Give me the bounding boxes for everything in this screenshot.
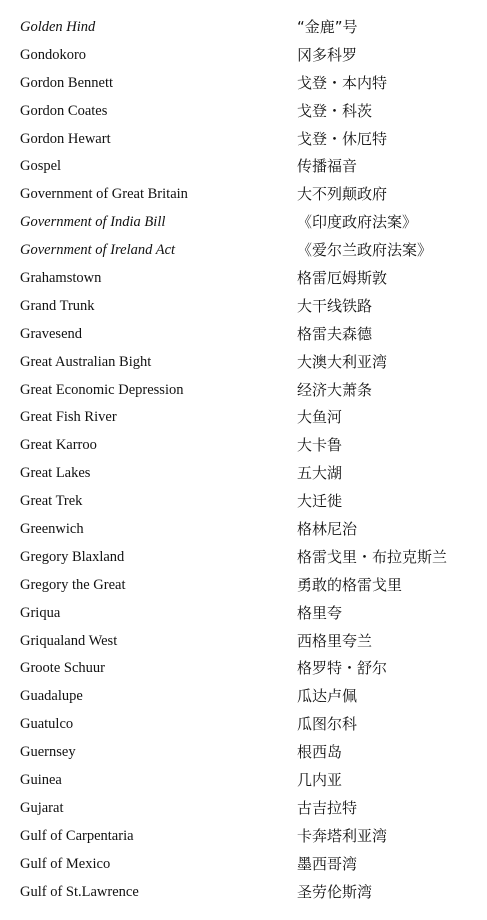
english-term: Gordon Bennett [20, 74, 114, 91]
chinese-term: 《印度政府法案》 [297, 213, 418, 232]
glossary-row [0, 126, 487, 154]
english-term: Gravesend [20, 325, 83, 342]
english-term: Guinea [20, 772, 62, 789]
english-term: Government of Ireland Act [20, 242, 176, 259]
english-term: Gulf of Carpentaria [20, 827, 134, 844]
glossary-row [0, 655, 487, 683]
glossary-row [0, 823, 487, 851]
english-term: Great Karroo [20, 437, 97, 454]
english-term: Gordon Hewart [20, 130, 111, 147]
glossary-row [0, 70, 487, 98]
english-term: Gujarat [20, 799, 64, 816]
glossary-row [0, 42, 487, 70]
chinese-term: 瓜达卢佩 [297, 687, 358, 706]
chinese-term: 《爱尔兰政府法案》 [297, 241, 433, 260]
chinese-term: 大澳大利亚湾 [297, 352, 388, 371]
glossary-row [0, 265, 487, 293]
glossary-row [0, 349, 487, 377]
glossary-row [0, 739, 487, 767]
chinese-term: 格里夸 [297, 603, 343, 622]
glossary-row [0, 432, 487, 460]
glossary-row [0, 600, 487, 628]
chinese-term: 格罗特・舒尔 [297, 659, 388, 678]
chinese-term: “金鹿”号 [297, 18, 358, 36]
english-term: Golden Hind [20, 19, 96, 35]
english-term: Griqua [20, 604, 61, 621]
glossary-row [0, 209, 487, 237]
chinese-term: 瓜图尔科 [297, 715, 358, 734]
chinese-term: 根西岛 [297, 743, 343, 762]
glossary-row [0, 795, 487, 823]
chinese-term: 格雷戈里・布拉克斯兰 [297, 547, 448, 566]
english-term: Griqualand West [20, 632, 118, 649]
glossary-row [0, 404, 487, 432]
english-term: Government of India Bill [20, 214, 166, 231]
glossary-row [0, 683, 487, 711]
english-term: Gregory the Great [20, 576, 126, 593]
chinese-term: 几内亚 [297, 771, 343, 790]
english-term: Grand Trunk [20, 297, 95, 314]
english-term: Great Lakes [20, 465, 91, 482]
chinese-term: 戈登・本内特 [297, 73, 388, 92]
english-term: Great Australian Bight [20, 353, 152, 370]
glossary-row [0, 293, 487, 321]
glossary-row [0, 488, 487, 516]
glossary-row [0, 628, 487, 656]
glossary-row [0, 377, 487, 405]
chinese-term: 大不列颠政府 [297, 185, 388, 204]
glossary-row [0, 460, 487, 488]
english-term: Greenwich [20, 521, 84, 538]
glossary-row [0, 153, 487, 181]
chinese-term: 卡奔塔利亚湾 [297, 826, 388, 845]
english-term: Gordon Coates [20, 102, 108, 119]
chinese-term: 大卡鲁 [297, 436, 343, 455]
chinese-term: 经济大萧条 [297, 380, 373, 399]
chinese-term: 西格里夸兰 [297, 631, 373, 650]
english-term: Great Trek [20, 493, 83, 510]
english-term: Government of Great Britain [20, 186, 188, 203]
chinese-term: 传播福音 [297, 157, 358, 176]
glossary-row [0, 851, 487, 879]
glossary-row [0, 516, 487, 544]
glossary-row [0, 321, 487, 349]
chinese-term: 勇敢的格雷戈里 [297, 575, 403, 594]
english-term: Gregory Blaxland [20, 548, 125, 565]
chinese-term: 大干线铁路 [297, 296, 373, 315]
english-term: Gondokoro [20, 46, 87, 63]
english-term: Gospel [20, 158, 62, 175]
chinese-term: 格雷厄姆斯敦 [297, 269, 388, 288]
chinese-term: 冈多科罗 [297, 45, 358, 64]
english-term: Guernsey [20, 744, 76, 761]
english-term: Gulf of Mexico [20, 855, 111, 872]
english-term: Great Fish River [20, 409, 117, 426]
chinese-term: 墨西哥湾 [297, 854, 358, 873]
chinese-term: 圣劳伦斯湾 [297, 882, 373, 901]
glossary-row [0, 98, 487, 126]
english-term: Guatulco [20, 716, 74, 733]
english-term: Groote Schuur [20, 660, 105, 677]
chinese-term: 大鱼河 [297, 408, 343, 427]
glossary-row [0, 237, 487, 265]
chinese-term: 戈登・科茨 [297, 101, 373, 120]
chinese-term: 戈登・休厄特 [297, 129, 388, 148]
glossary-row [0, 767, 487, 795]
english-term: Great Economic Depression [20, 381, 184, 398]
chinese-term: 格雷夫森德 [297, 324, 373, 343]
glossary-row [0, 572, 487, 600]
english-term: Grahamstown [20, 270, 102, 287]
glossary-row [0, 711, 487, 739]
glossary-row [0, 14, 487, 42]
chinese-term: 格林尼治 [297, 520, 358, 539]
glossary-row [0, 544, 487, 572]
glossary-row [0, 181, 487, 209]
chinese-term: 大迁徙 [297, 492, 343, 511]
chinese-term: 五大湖 [297, 464, 343, 483]
english-term: Gulf of St.Lawrence [20, 883, 139, 900]
glossary-list [0, 14, 487, 907]
glossary-row [0, 879, 487, 907]
chinese-term: 古吉拉特 [297, 798, 358, 817]
english-term: Guadalupe [20, 688, 83, 705]
